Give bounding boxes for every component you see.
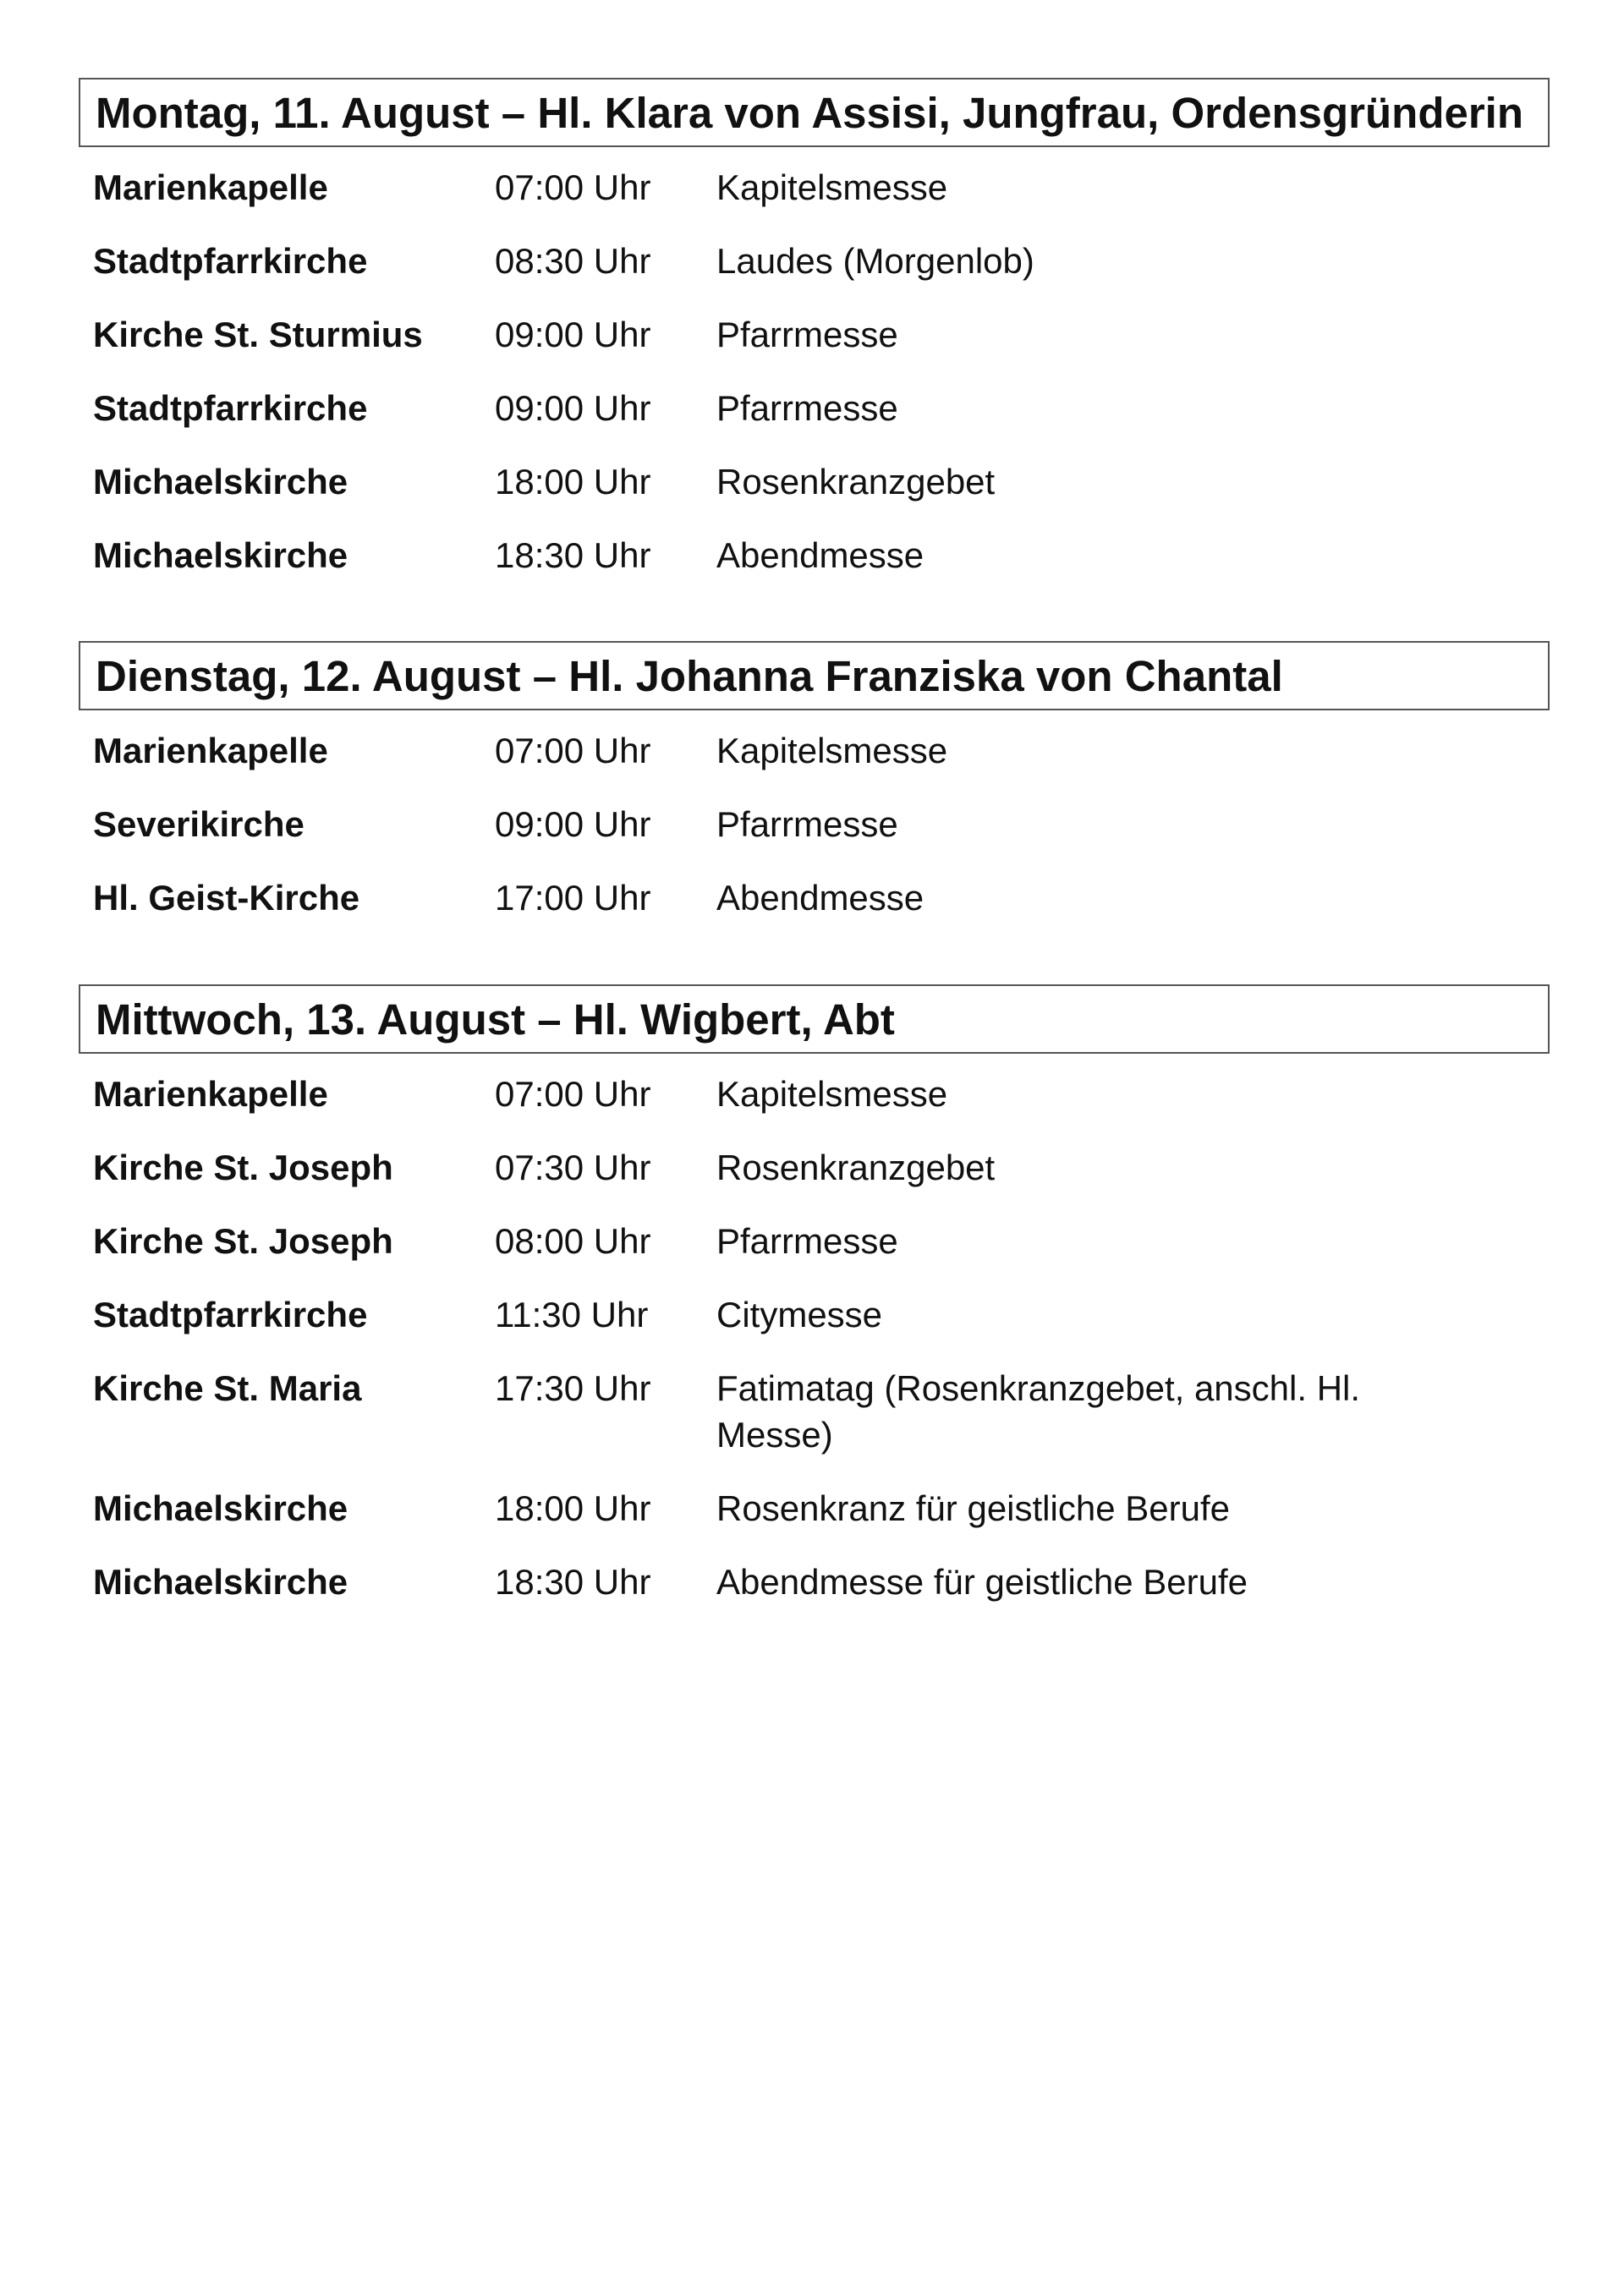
time: 08:00 Uhr: [495, 1221, 651, 1261]
service-description: Citymesse: [716, 1295, 883, 1334]
location: Kirche St. Maria: [93, 1368, 362, 1408]
location: Stadtpfarrkirche: [93, 1295, 368, 1334]
schedule-entry: [79, 874, 1550, 921]
time: 18:30 Uhr: [495, 535, 651, 575]
schedule-entry: [79, 1144, 1550, 1191]
location: Marienkapelle: [93, 167, 328, 207]
time: 08:30 Uhr: [495, 241, 651, 281]
service-description: Pfarrmesse: [716, 388, 898, 428]
time: 11:30 Uhr: [495, 1295, 649, 1334]
schedule-entry: [79, 727, 1550, 774]
schedule-list: [79, 727, 1550, 921]
service-description: Pfarrmesse: [716, 1221, 898, 1261]
day-heading: Mittwoch, 13. August – Hl. Wigbert, Abt: [79, 984, 1550, 1054]
schedule-entry: [79, 311, 1550, 358]
location: Marienkapelle: [93, 731, 328, 770]
day-section-tuesday: [79, 641, 1550, 948]
service-description: Abendmesse für geistliche Berufe: [716, 1562, 1248, 1602]
schedule-entry: [79, 1365, 1550, 1458]
service-description: Abendmesse: [716, 878, 924, 918]
service-description: Kapitelsmesse: [716, 731, 948, 770]
location: Severikirche: [93, 804, 304, 844]
time: 18:00 Uhr: [495, 1488, 651, 1528]
location: Michaelskirche: [93, 1488, 348, 1528]
schedule-entry: [79, 801, 1550, 847]
time: 18:30 Uhr: [495, 1562, 651, 1602]
service-description: Pfarrmesse: [716, 804, 898, 844]
time: 17:30 Uhr: [495, 1368, 651, 1408]
time: 18:00 Uhr: [495, 462, 651, 501]
schedule-entry: [79, 1218, 1550, 1264]
time: 07:00 Uhr: [495, 731, 651, 770]
service-description: Abendmesse: [716, 535, 924, 575]
schedule-entry: [79, 1559, 1550, 1605]
service-description: Kapitelsmesse: [716, 1074, 948, 1114]
time: 07:30 Uhr: [495, 1148, 651, 1187]
schedule-entry: [79, 1485, 1550, 1532]
schedule-entry: [79, 1071, 1550, 1117]
schedule-list: [79, 1071, 1550, 1605]
location: Marienkapelle: [93, 1074, 328, 1114]
location: Kirche St. Sturmius: [93, 315, 423, 354]
day-section-monday: [79, 78, 1550, 606]
schedule-entry: [79, 1291, 1550, 1338]
location: Stadtpfarrkirche: [93, 241, 368, 281]
service-description: Rosenkranzgebet: [716, 1148, 996, 1187]
service-description: Fatimatag (Rosenkranzgebet, anschl. Hl. Messe): [716, 1368, 1361, 1455]
location: Michaelskirche: [93, 535, 348, 575]
location: Stadtpfarrkirche: [93, 388, 368, 428]
time: 07:00 Uhr: [495, 167, 651, 207]
service-description: Rosenkranzgebet: [716, 462, 996, 501]
location: Hl. Geist-Kirche: [93, 878, 360, 918]
time: 09:00 Uhr: [495, 804, 651, 844]
service-description: Pfarrmesse: [716, 315, 898, 354]
schedule-entry: [79, 164, 1550, 211]
location: Michaelskirche: [93, 1562, 348, 1602]
schedule-entry: [79, 385, 1550, 431]
service-description: Rosenkranz für geistliche Berufe: [716, 1488, 1230, 1528]
day-heading: Dienstag, 12. August – Hl. Johanna Franziska von Chantal: [79, 641, 1550, 710]
service-description: Kapitelsmesse: [716, 167, 948, 207]
location: Kirche St. Joseph: [93, 1221, 393, 1261]
location: Michaelskirche: [93, 462, 348, 501]
service-description: Laudes (Morgenlob): [716, 241, 1034, 281]
schedule-entry: [79, 238, 1550, 284]
time: 09:00 Uhr: [495, 315, 651, 354]
time: 07:00 Uhr: [495, 1074, 651, 1114]
time: 09:00 Uhr: [495, 388, 651, 428]
time: 17:00 Uhr: [495, 878, 651, 918]
location: Kirche St. Joseph: [93, 1148, 393, 1187]
schedule-entry: [79, 532, 1550, 578]
day-heading: Montag, 11. August – Hl. Klara von Assisi, Jungfrau, Ordensgründerin: [79, 78, 1550, 147]
day-section-wednesday: [79, 984, 1550, 1632]
schedule-list: [79, 164, 1550, 578]
schedule-entry: [79, 458, 1550, 505]
